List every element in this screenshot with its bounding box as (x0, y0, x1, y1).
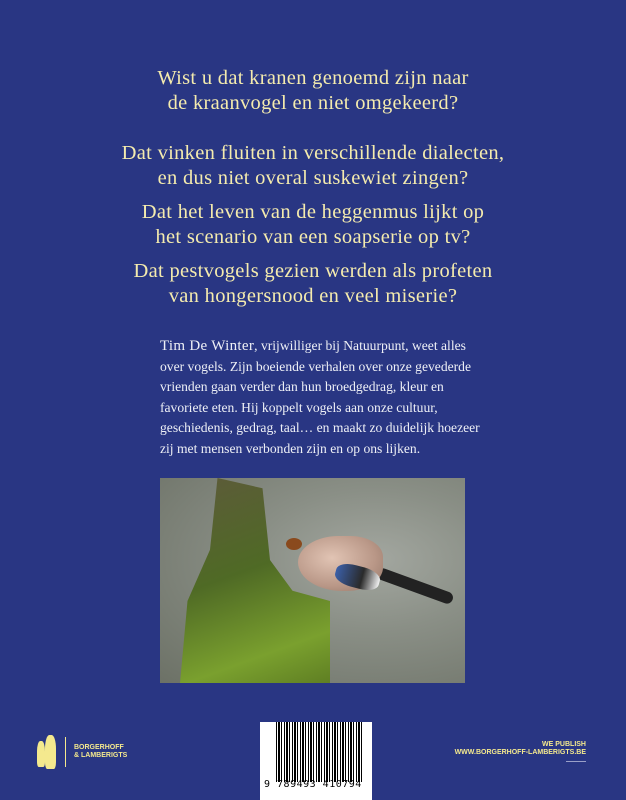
acorn (286, 538, 302, 550)
question-line: Dat vinken fluiten in verschillende dialecten, (121, 142, 505, 164)
divider (65, 737, 66, 767)
jay-bird-photo (160, 478, 465, 683)
publisher-name: BORGERHOFF (74, 744, 124, 751)
publisher-tagline: WE PUBLISH (542, 741, 586, 748)
question-line: de kraanvogel en niet omgekeerd? (167, 92, 459, 114)
question-3 (0, 200, 626, 250)
question-line: het scenario van een soapserie op tv? (155, 226, 471, 248)
question-line: en dus niet overal suskewiet zingen? (157, 167, 469, 189)
publisher-name: & LAMBERIGTS (74, 752, 128, 759)
question-1 (0, 66, 626, 116)
publisher-logo (37, 735, 127, 769)
underline (566, 761, 586, 762)
question-line: van hongersnood en veel miserie? (168, 285, 458, 307)
isbn-barcode (260, 722, 372, 800)
question-line: Wist u dat kranen genoemd zijn naar (157, 67, 469, 89)
question-line: Dat het leven van de heggenmus lijkt op (141, 201, 485, 223)
bio-text: , vrijwilliger bij Natuurpunt, weet alles over vogels. Zijn boeiende verhalen over onze gevederde vrienden gaan verder dan hun broedgedrag, kleur en favoriete eten. Hij koppelt vogels aan onze cultuur, geschiedenis, gedrag, taal… en maakt zo duidelijk hoezeer zij met mensen verbonden zijn en op ons lijken. (160, 338, 480, 456)
author-name: Tim De Winter (160, 338, 255, 354)
walking-figures-icon (37, 735, 57, 769)
barcode-bars (276, 722, 364, 782)
question-line: Dat pestvogels gezien werden als profeten (133, 260, 493, 282)
question-4 (0, 259, 626, 309)
question-2 (0, 141, 626, 191)
publisher-info (455, 741, 586, 762)
isbn-number: 9 789493 410794 (264, 779, 362, 790)
publisher-website: WWW.BORGERHOFF-LAMBERIGTS.BE (454, 749, 586, 756)
author-bio (160, 336, 480, 459)
bird-tail (375, 567, 454, 606)
